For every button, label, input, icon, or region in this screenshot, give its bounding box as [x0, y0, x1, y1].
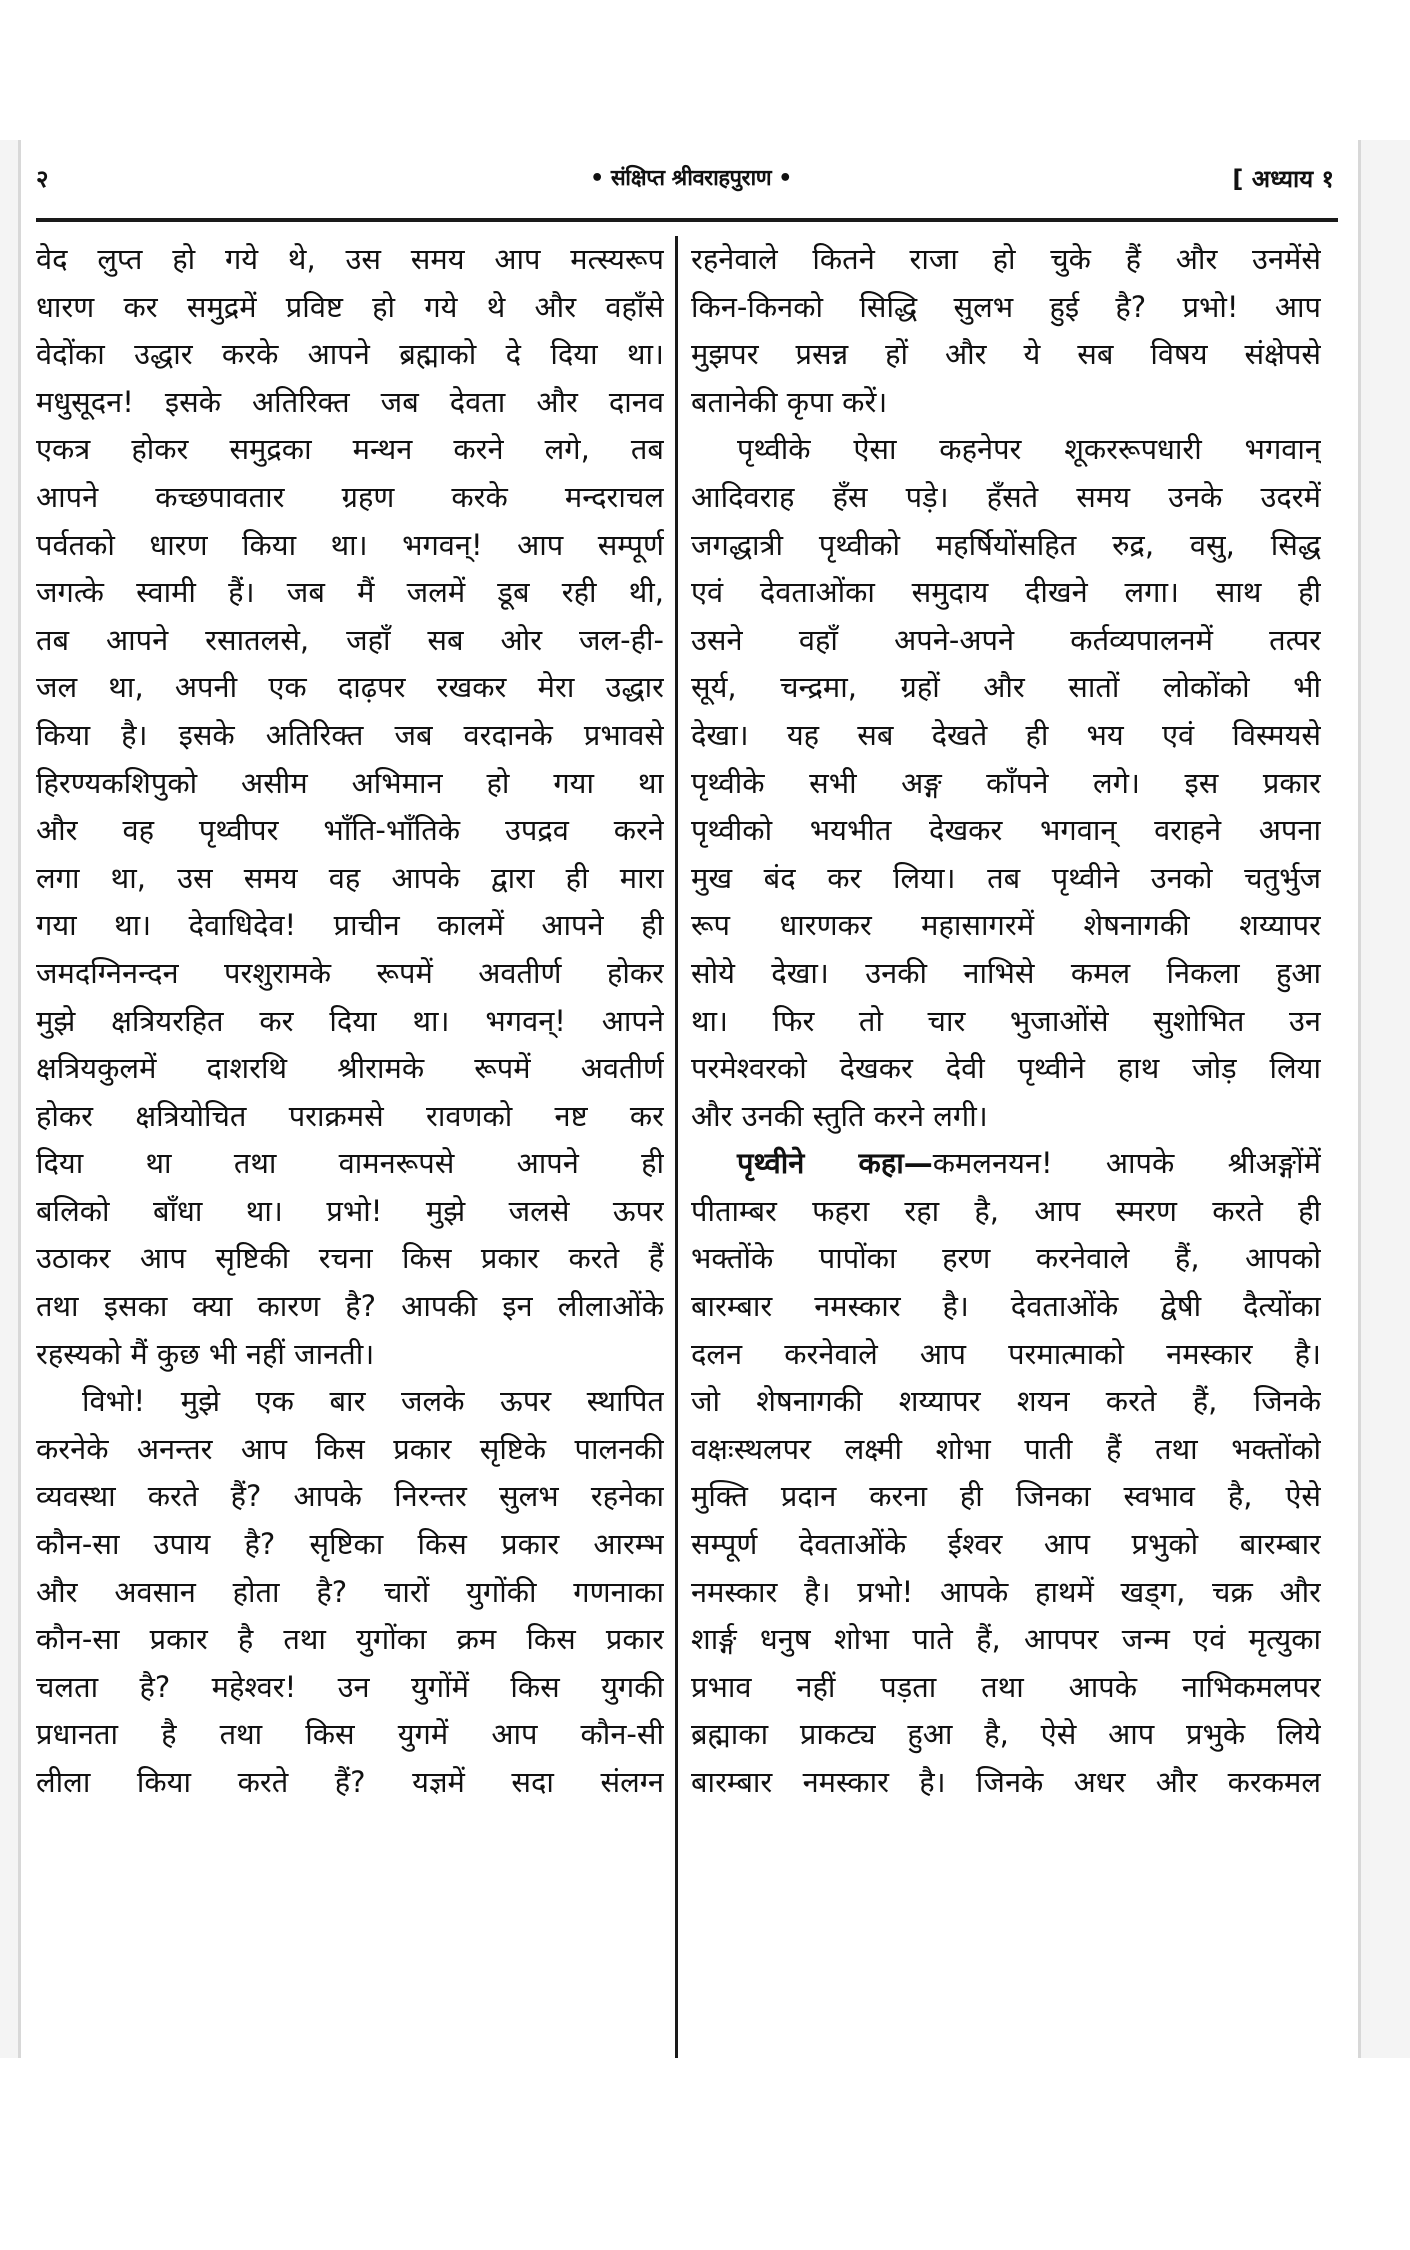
line-text: पीताम्बर फहरा रहा है, आप स्मरण करते ही	[691, 1193, 1321, 1228]
viewer-right-margin	[1358, 140, 1410, 2058]
text-line	[36, 902, 664, 950]
text-line	[36, 807, 664, 855]
text-line	[691, 855, 1321, 903]
text-line	[691, 1759, 1321, 1807]
text-line	[691, 426, 1321, 474]
text-line	[691, 1521, 1321, 1569]
text-line	[691, 1235, 1321, 1283]
line-text: एवं देवताओंका समुदाय दीखने लगा। साथ ही	[691, 575, 1321, 610]
text-line	[691, 664, 1321, 712]
text-line	[691, 617, 1321, 665]
chapter-label: [ अध्याय १	[1232, 165, 1334, 193]
line-text: पृथ्वीके ऐसा कहनेपर शूकररूपधारी भगवान्	[737, 432, 1321, 467]
line-text: और वह पृथ्वीपर भाँति-भाँतिके उपद्रव करने	[36, 813, 664, 848]
line-text: वक्षःस्थलपर लक्ष्मी शोभा पाती हैं तथा भक्तोंको	[691, 1431, 1321, 1466]
line-text: मुक्ति प्रदान करना ही जिनका स्वभाव है, ऐसे	[691, 1479, 1321, 1514]
text-line	[691, 1045, 1321, 1093]
line-text: शार्ङ्ग धनुष शोभा पाते हैं, आपपर जन्म एवं मृत्युका	[691, 1622, 1321, 1657]
line-text: कमलनयन! आपके श्रीअङ्गोंमें	[932, 1146, 1321, 1181]
line-text: होकर क्षत्रियोचित पराक्रमसे रावणको नष्ट कर	[36, 1098, 664, 1133]
text-line	[691, 1616, 1321, 1664]
line-text: बलिको बाँधा था। प्रभो! मुझे जलसे ऊपर	[36, 1193, 664, 1228]
line-text: मुझपर प्रसन्न हों और ये सब विषय संक्षेपसे	[691, 337, 1321, 372]
line-text: प्रभाव नहीं पड़ता तथा आपके नाभिकमलपर	[691, 1669, 1321, 1704]
line-text: चलता है? महेश्वर! उन युगोंमें किस युगकी	[36, 1669, 664, 1704]
text-line	[691, 1378, 1321, 1426]
text-line	[691, 1569, 1321, 1617]
text-line	[36, 855, 664, 903]
line-text: मधुसूदन! इसके अतिरिक्त जब देवता और दानव	[36, 384, 664, 419]
text-line	[36, 331, 664, 379]
line-text: मुझे क्षत्रियरहित कर दिया था। भगवन्! आपने	[36, 1003, 664, 1038]
text-line	[36, 569, 664, 617]
header-rule	[36, 218, 1338, 222]
left-column	[36, 236, 664, 1807]
viewer-left-margin	[0, 140, 21, 2058]
line-text: क्षत्रियकुलमें दाशरथि श्रीरामके रूपमें अवतीर्ण	[36, 1051, 664, 1086]
text-line	[691, 1140, 1321, 1188]
text-line	[36, 998, 664, 1046]
line-text: दलन करनेवाले आप परमात्माको नमस्कार है।	[691, 1336, 1321, 1371]
line-text: पर्वतको धारण किया था। भगवन्! आप सम्पूर्ण	[36, 527, 664, 562]
line-text: सोये देखा। उनकी नाभिसे कमल निकला हुआ	[691, 955, 1321, 990]
text-line	[691, 902, 1321, 950]
line-text: लीला किया करते हैं? यज्ञमें सदा संलग्न	[36, 1765, 664, 1799]
text-line	[36, 1331, 664, 1379]
text-line	[691, 807, 1321, 855]
text-line	[691, 1711, 1321, 1759]
line-text: प्रधानता है तथा किस युगमें आप कौन-सी	[36, 1717, 664, 1752]
text-line	[691, 760, 1321, 808]
line-text: और अवसान होता है? चारों युगोंकी गणनाका	[36, 1574, 664, 1609]
line-text: नमस्कार है। प्रभो! आपके हाथमें खड्ग, चक्र और	[691, 1574, 1321, 1609]
text-line	[36, 1473, 664, 1521]
line-text: था। फिर तो चार भुजाओंसे सुशोभित उन	[691, 1003, 1321, 1038]
text-line	[36, 1711, 664, 1759]
line-text: जमदग्निनन्दन परशुरामके रूपमें अवतीर्ण होकर	[36, 955, 664, 990]
text-line	[36, 1426, 664, 1474]
line-text: तब आपने रसातलसे, जहाँ सब ओर जल-ही-	[36, 622, 664, 657]
speaker-label: पृथ्वीने कहा—	[737, 1146, 933, 1181]
line-text: जल था, अपनी एक दाढ़पर रखकर मेरा उद्धार	[36, 670, 664, 705]
text-line	[36, 1235, 664, 1283]
text-line	[36, 1759, 664, 1807]
line-text: जगद्धात्री पृथ्वीको महर्षियोंसहित रुद्र, वसु, सिद्ध	[691, 527, 1321, 562]
text-line	[36, 236, 664, 284]
line-text: जो शेषनागकी शय्यापर शयन करते हैं, जिनके	[691, 1384, 1321, 1419]
text-line	[36, 1093, 664, 1141]
text-line	[691, 1188, 1321, 1236]
text-line	[691, 569, 1321, 617]
text-line	[691, 522, 1321, 570]
text-line	[691, 284, 1321, 332]
text-line	[36, 1616, 664, 1664]
text-line	[36, 950, 664, 998]
line-text: व्यवस्था करते हैं? आपके निरन्तर सुलभ रहनेका	[36, 1479, 664, 1514]
text-line	[691, 331, 1321, 379]
line-text: पृथ्वीके सभी अङ्ग काँपने लगे। इस प्रकार	[691, 765, 1321, 800]
text-line	[36, 664, 664, 712]
line-text: गया था। देवाधिदेव! प्राचीन कालमें आपने ही	[36, 908, 664, 943]
scanned-page	[21, 140, 1358, 2058]
text-line	[36, 284, 664, 332]
text-line	[36, 1188, 664, 1236]
text-line	[36, 1045, 664, 1093]
text-line	[36, 1521, 664, 1569]
text-line	[36, 1283, 664, 1331]
text-line	[691, 1331, 1321, 1379]
text-line	[691, 712, 1321, 760]
line-text: किन-किनको सिद्धि सुलभ हुई है? प्रभो! आप	[691, 289, 1321, 324]
line-text: और उनकी स्तुति करने लगी।	[691, 1098, 988, 1133]
line-text: बतानेकी कृपा करें।	[691, 384, 888, 419]
text-line	[691, 1426, 1321, 1474]
line-text: रहनेवाले कितने राजा हो चुके हैं और उनमेंसे	[691, 242, 1321, 276]
line-text: सूर्य, चन्द्रमा, ग्रहों और सातों लोकोंको भी	[691, 670, 1321, 705]
line-text: कौन-सा उपाय है? सृष्टिका किस प्रकार आरम्भ	[36, 1527, 664, 1562]
line-text: करनेके अनन्तर आप किस प्रकार सृष्टिके पालनकी	[36, 1431, 664, 1466]
text-line	[691, 474, 1321, 522]
text-line	[691, 1664, 1321, 1712]
line-text: रहस्यको मैं कुछ भी नहीं जानती।	[36, 1336, 375, 1371]
running-title: • संक्षिप्त श्रीवराहपुराण •	[590, 166, 792, 191]
line-text: सम्पूर्ण देवताओंके ईश्वर आप प्रभुको बारम्बार	[691, 1527, 1321, 1562]
line-text: उसने वहाँ अपने-अपने कर्तव्यपालनमें तत्पर	[691, 622, 1321, 657]
text-line	[691, 379, 1321, 427]
column-divider	[675, 236, 678, 2058]
line-text: बारम्बार नमस्कार है। जिनके अधर और करकमल	[691, 1765, 1321, 1799]
line-text: पृथ्वीको भयभीत देखकर भगवान् वराहने अपना	[691, 813, 1321, 848]
line-text: तथा इसका क्या कारण है? आपकी इन लीलाओंके	[36, 1289, 664, 1324]
line-text: वेद लुप्त हो गये थे, उस समय आप मत्स्यरूप	[36, 242, 664, 276]
line-text: आपने कच्छपावतार ग्रहण करके मन्दराचल	[36, 479, 664, 514]
line-text: दिया था तथा वामनरूपसे आपने ही	[36, 1146, 664, 1181]
line-text: जगत्के स्वामी हैं। जब मैं जलमें डूब रही थी,	[36, 575, 664, 610]
text-line	[36, 522, 664, 570]
page-header	[36, 160, 1346, 200]
line-text: किया है। इसके अतिरिक्त जब वरदानके प्रभावसे	[36, 717, 664, 752]
text-line	[36, 1378, 664, 1426]
text-line	[36, 1664, 664, 1712]
line-text: ब्रह्माका प्राकट्य हुआ है, ऐसे आप प्रभुके लिये	[691, 1717, 1321, 1752]
line-text: उठाकर आप सृष्टिकी रचना किस प्रकार करते हैं	[36, 1241, 664, 1276]
page-number: २	[36, 165, 49, 193]
text-line	[691, 1093, 1321, 1141]
text-line	[36, 617, 664, 665]
right-column	[691, 236, 1321, 1807]
line-text: परमेश्वरको देखकर देवी पृथ्वीने हाथ जोड़ लिया	[691, 1051, 1321, 1086]
line-text: रूप धारणकर महासागरमें शेषनागकी शय्यापर	[691, 908, 1321, 943]
text-line	[36, 379, 664, 427]
line-text: एकत्र होकर समुद्रका मन्थन करने लगे, तब	[36, 432, 664, 467]
text-line	[691, 236, 1321, 284]
text-line	[36, 474, 664, 522]
text-line	[36, 712, 664, 760]
line-text: धारण कर समुद्रमें प्रविष्ट हो गये थे और वहाँसे	[36, 289, 664, 324]
text-line	[36, 760, 664, 808]
text-line	[36, 1569, 664, 1617]
line-text: विभो! मुझे एक बार जलके ऊपर स्थापित	[82, 1384, 664, 1419]
line-text: कौन-सा प्रकार है तथा युगोंका क्रम किस प्रकार	[36, 1622, 664, 1657]
line-text: लगा था, उस समय वह आपके द्वारा ही मारा	[36, 860, 664, 895]
text-line	[691, 998, 1321, 1046]
line-text: हिरण्यकशिपुको असीम अभिमान हो गया था	[36, 765, 664, 800]
text-line	[36, 1140, 664, 1188]
line-text: देखा। यह सब देखते ही भय एवं विस्मयसे	[691, 717, 1321, 752]
text-line	[691, 1283, 1321, 1331]
line-text: वेदोंका उद्धार करके आपने ब्रह्माको दे दिया था।	[36, 337, 664, 372]
text-line	[691, 1473, 1321, 1521]
line-text: बारम्बार नमस्कार है। देवताओंके द्वेषी दैत्योंका	[691, 1289, 1321, 1324]
line-text: भक्तोंके पापोंका हरण करनेवाले हैं, आपको	[691, 1241, 1321, 1276]
text-line	[691, 950, 1321, 998]
line-text: मुख बंद कर लिया। तब पृथ्वीने उनको चतुर्भुज	[691, 860, 1321, 895]
text-line	[36, 426, 664, 474]
line-text: आदिवराह हँस पड़े। हँसते समय उनके उदरमें	[691, 479, 1321, 514]
